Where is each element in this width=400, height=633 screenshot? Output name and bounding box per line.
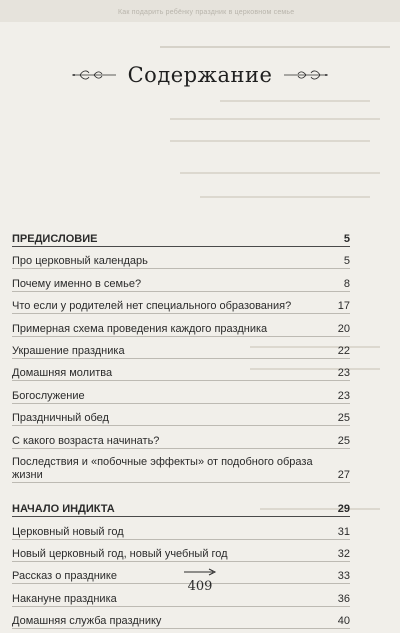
- toc-section-heading[interactable]: [12, 228, 350, 247]
- toc-page-number: 25: [337, 412, 350, 425]
- toc-entry[interactable]: [12, 250, 350, 269]
- toc-entry-title: Что если у родителей нет специального образования?: [12, 300, 292, 313]
- toc-page-number: 23: [337, 367, 350, 380]
- toc-entry[interactable]: [12, 543, 350, 562]
- toc-entry-title: Примерная схема проведения каждого праздника: [12, 322, 268, 335]
- toc-entry-title: Церковный новый год: [12, 525, 124, 538]
- page-number: 409: [187, 579, 213, 594]
- toc-entry-title: Домашняя служба празднику: [12, 615, 162, 628]
- toc-entry-title: Украшение праздника: [12, 344, 125, 357]
- toc-page-number: 5: [343, 233, 350, 245]
- toc-page-number: 31: [337, 525, 350, 538]
- toc-entry[interactable]: [12, 295, 350, 314]
- toc-page-number: 27: [337, 468, 350, 481]
- toc-page-number: 23: [337, 389, 350, 402]
- toc-entry[interactable]: [12, 318, 350, 337]
- toc-entry-title: Последствия и «побочные эффекты» от подобного образа жизни: [12, 455, 313, 481]
- toc-entry[interactable]: [12, 407, 350, 426]
- toc-section-heading[interactable]: [12, 498, 350, 517]
- arrow-right-icon: [183, 568, 217, 576]
- page-title: Содержание: [127, 63, 273, 87]
- toc-page-number: 29: [337, 503, 350, 516]
- toc-section-title: НАЧАЛО ИНДИКТА: [12, 503, 115, 516]
- toc-entry-title: Новый церковный год, новый учебный год: [12, 548, 228, 561]
- toc-page-number: 5: [343, 255, 350, 268]
- toc-entry[interactable]: [12, 273, 350, 292]
- toc-entry-title: Праздничный обед: [12, 412, 109, 425]
- section-gap: [12, 486, 350, 498]
- toc-section-title: ПРЕДИСЛОВИЕ: [12, 233, 98, 245]
- title-block: [0, 60, 400, 90]
- toc-entry-title: Домашняя молитва: [12, 367, 113, 380]
- toc-page-number: 22: [337, 344, 350, 357]
- toc-page-number: 33: [337, 570, 350, 583]
- toc-entry-title: С какого возраста начинать?: [12, 434, 160, 447]
- toc-page-number: 20: [337, 322, 350, 335]
- toc-entry-title: Богослужение: [12, 389, 85, 402]
- toc-page-number: 8: [343, 277, 350, 290]
- toc-entry-title: Накануне праздника: [12, 592, 117, 605]
- toc-entry-title: Рассказ о празднике: [12, 570, 117, 583]
- toc-entry[interactable]: [12, 521, 350, 540]
- toc-entry[interactable]: [12, 610, 350, 629]
- toc-entry-title: Почему именно в семье?: [12, 277, 142, 290]
- toc-page-number: 40: [337, 615, 350, 628]
- toc-page-number: 25: [337, 434, 350, 447]
- toc-entry-title: Про церковный календарь: [12, 255, 148, 268]
- left-flourish-icon: [70, 68, 118, 82]
- toc-page-number: 17: [337, 300, 350, 313]
- toc-entry[interactable]: [12, 362, 350, 381]
- folio-block: [170, 568, 230, 595]
- toc-entry[interactable]: [12, 430, 350, 449]
- running-header: Как подарить ребёнку праздник в церковном семье: [118, 9, 295, 16]
- toc-entry[interactable]: [12, 385, 350, 404]
- right-flourish-icon: [282, 68, 330, 82]
- toc-entry[interactable]: [12, 340, 350, 359]
- toc-page-number: 36: [337, 592, 350, 605]
- toc-page-number: 32: [337, 548, 350, 561]
- toc-entry[interactable]: [12, 452, 350, 483]
